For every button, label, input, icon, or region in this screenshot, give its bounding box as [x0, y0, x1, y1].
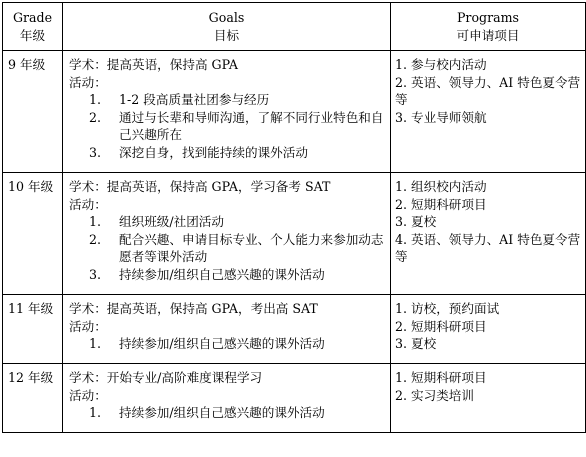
item-number: 1.: [89, 336, 102, 351]
item-number: 1.: [89, 405, 102, 420]
item-number: 2.: [89, 231, 102, 247]
goals-cell: [63, 173, 391, 295]
list-item: [67, 335, 386, 353]
program-item: 1. 参与校内活动: [395, 57, 487, 72]
program-item: 2. 实习类培训: [395, 387, 474, 403]
item-text: 持续参加/组织自己感兴趣的课外活动: [119, 405, 325, 420]
item-text: 通过与长辈和导师沟通，了解不同行业特色和自己兴趣所在: [119, 109, 384, 142]
activities-label: 活动：: [69, 387, 107, 403]
academic-goal: 学术：提高英语，保持高 GPA，学习备考 SAT: [69, 179, 331, 194]
header-grade-zh: 年级: [19, 27, 46, 43]
item-text: 配合兴趣、申请目标专业、个人能力来参加动志愿者等课外活动: [119, 231, 384, 264]
activities-label: 活动：: [69, 318, 107, 334]
academic-goal: 学术：提高英语，保持高 GPA: [69, 57, 239, 72]
grade-cell: 11 年级: [3, 295, 63, 364]
goals-cell: [63, 364, 391, 433]
item-number: 2.: [89, 109, 102, 125]
list-item: [67, 91, 386, 109]
programs-list: [395, 369, 581, 404]
item-text: 持续参加/组织自己感兴趣的课外活动: [119, 336, 325, 351]
item-number: 3.: [89, 266, 102, 282]
header-programs-en: Programs: [456, 10, 520, 25]
list-item: [67, 266, 386, 284]
list-item: [67, 404, 386, 422]
academic-goal: 学术：开始专业/高阶难度课程学习: [69, 370, 263, 385]
header-goals-zh: 目标: [213, 27, 240, 43]
header-row: [3, 3, 586, 51]
header-grade: [3, 3, 63, 51]
program-item: 3. 专业导师领航: [395, 109, 487, 125]
list-item: [67, 144, 386, 162]
activities-list: [67, 91, 386, 161]
list-item: [67, 109, 386, 144]
program-item: 4. 英语、领导力、AI 特色夏令营等: [395, 231, 581, 264]
program-item: 2. 短期科研项目: [395, 318, 487, 334]
program-item: 2. 英语、领导力、AI 特色夏令营等: [395, 74, 581, 107]
list-item: [67, 213, 386, 231]
table-row: [3, 295, 586, 364]
programs-list: [395, 56, 581, 126]
programs-cell: [391, 51, 586, 173]
program-item: 1. 访校，预约面试: [395, 301, 500, 316]
programs-list: [395, 178, 581, 266]
program-item: 1. 组织校内活动: [395, 179, 487, 194]
activities-list: [67, 335, 386, 353]
header-goals-en: Goals: [208, 10, 245, 25]
activities-list: [67, 404, 386, 422]
grade-cell: 10 年级: [3, 173, 63, 295]
item-text: 深挖自身，找到能持续的课外活动: [119, 144, 308, 160]
program-item: 1. 短期科研项目: [395, 370, 487, 385]
programs-list: [395, 300, 581, 353]
academic-goal: 学术：提高英语，保持高 GPA，考出高 SAT: [69, 301, 318, 316]
header-programs-zh: 可申请项目: [456, 27, 520, 43]
goals-cell: [63, 51, 391, 173]
grade-cell: 12 年级: [3, 364, 63, 433]
item-text: 组织班级/社团活动: [119, 214, 224, 229]
program-item: 2. 短期科研项目: [395, 196, 487, 212]
item-number: 1.: [89, 92, 102, 107]
grade-plan-table: [2, 2, 586, 433]
header-grade-en: Grade: [12, 10, 53, 25]
item-number: 1.: [89, 214, 102, 229]
item-text: 1-2 段高质量社团参与经历: [119, 92, 270, 107]
activities-label: 活动：: [69, 196, 107, 212]
programs-cell: [391, 364, 586, 433]
goals-cell: [63, 295, 391, 364]
table-row: [3, 173, 586, 295]
header-programs: [391, 3, 586, 51]
table-row: [3, 51, 586, 173]
header-goals: [63, 3, 391, 51]
programs-cell: [391, 295, 586, 364]
list-item: [67, 231, 386, 266]
activities-list: [67, 213, 386, 283]
activities-label: 活动：: [69, 74, 107, 90]
programs-cell: [391, 173, 586, 295]
grade-cell: 9 年级: [3, 51, 63, 173]
program-item: 3. 夏校: [395, 336, 437, 351]
item-text: 持续参加/组织自己感兴趣的课外活动: [119, 266, 325, 282]
program-item: 3. 夏校: [395, 214, 437, 229]
table-row: [3, 364, 586, 433]
item-number: 3.: [89, 144, 102, 160]
